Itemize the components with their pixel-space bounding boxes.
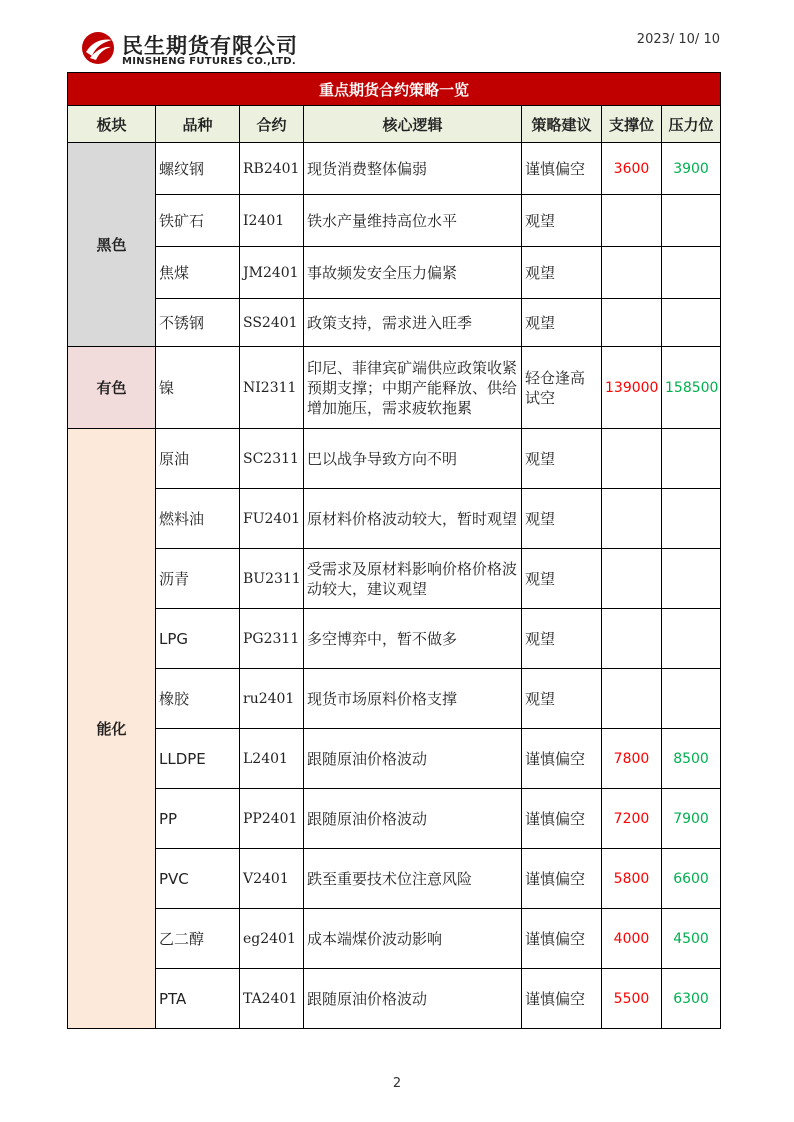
support-cell: 5800 [602, 849, 662, 909]
product-cell: 镍 [156, 347, 240, 429]
table-row [68, 489, 721, 549]
strategy-cell: 观望 [522, 489, 602, 549]
table-row [68, 143, 721, 195]
strategy-cell: 观望 [522, 247, 602, 299]
product-cell: LLDPE [156, 729, 240, 789]
contract-cell: PP2401 [240, 789, 304, 849]
support-cell [602, 549, 662, 609]
strategy-table [67, 72, 721, 1029]
logic-cell: 跟随原油价格波动 [304, 789, 522, 849]
brand-name-en: MINSHENG FUTURES CO.,LTD. [122, 56, 296, 67]
contract-cell: ru2401 [240, 669, 304, 729]
strategy-cell: 谨慎偏空 [522, 729, 602, 789]
support-cell: 4000 [602, 909, 662, 969]
strategy-cell: 轻仓逢高试空 [522, 347, 602, 429]
table-row [68, 195, 721, 247]
strategy-cell: 观望 [522, 609, 602, 669]
column-header: 支撑位 [602, 106, 662, 143]
support-cell [602, 669, 662, 729]
category-cell-energy: 能化 [68, 429, 156, 1029]
column-header: 品种 [156, 106, 240, 143]
contract-cell: SC2311 [240, 429, 304, 489]
contract-cell: L2401 [240, 729, 304, 789]
logic-cell: 成本端煤价波动影响 [304, 909, 522, 969]
column-header: 核心逻辑 [304, 106, 522, 143]
logic-cell: 现货市场原料价格支撑 [304, 669, 522, 729]
logic-cell: 铁水产量维持高位水平 [304, 195, 522, 247]
page-number: 2 [392, 1076, 402, 1091]
table-header-row [68, 106, 721, 143]
contract-cell: RB2401 [240, 143, 304, 195]
strategy-cell: 观望 [522, 669, 602, 729]
resistance-cell: 4500 [662, 909, 721, 969]
strategy-cell: 谨慎偏空 [522, 969, 602, 1029]
table-row [68, 247, 721, 299]
product-cell: 燃料油 [156, 489, 240, 549]
support-cell: 139000 [602, 347, 662, 429]
column-header: 板块 [68, 106, 156, 143]
support-cell [602, 195, 662, 247]
table-row [68, 347, 721, 429]
strategy-cell: 谨慎偏空 [522, 909, 602, 969]
product-cell: PTA [156, 969, 240, 1029]
contract-cell: eg2401 [240, 909, 304, 969]
product-cell: 沥青 [156, 549, 240, 609]
resistance-cell: 7900 [662, 789, 721, 849]
table-row [68, 849, 721, 909]
product-cell: 橡胶 [156, 669, 240, 729]
support-cell [602, 429, 662, 489]
table-title: 重点期货合约策略一览 [68, 73, 721, 106]
strategy-cell: 谨慎偏空 [522, 789, 602, 849]
contract-cell: PG2311 [240, 609, 304, 669]
table-row [68, 789, 721, 849]
strategy-cell: 观望 [522, 429, 602, 489]
resistance-cell: 6600 [662, 849, 721, 909]
contract-cell: TA2401 [240, 969, 304, 1029]
table-row [68, 729, 721, 789]
table-row [68, 429, 721, 489]
resistance-cell [662, 429, 721, 489]
logic-cell: 现货消费整体偏弱 [304, 143, 522, 195]
table-row [68, 669, 721, 729]
logic-cell: 受需求及原材料影响价格价格波动较大，建议观望 [304, 549, 522, 609]
contract-cell: SS2401 [240, 299, 304, 347]
logic-cell: 政策支持，需求进入旺季 [304, 299, 522, 347]
resistance-cell [662, 669, 721, 729]
table-row [68, 549, 721, 609]
support-cell: 7800 [602, 729, 662, 789]
logic-cell: 事故频发安全压力偏紧 [304, 247, 522, 299]
support-cell [602, 609, 662, 669]
resistance-cell [662, 195, 721, 247]
contract-cell: V2401 [240, 849, 304, 909]
logic-cell: 巴以战争导致方向不明 [304, 429, 522, 489]
brand-name-cn: 民生期货有限公司 [122, 34, 298, 58]
product-cell: LPG [156, 609, 240, 669]
strategy-cell: 观望 [522, 549, 602, 609]
logic-cell: 印尼、菲律宾矿端供应政策收紧预期支撑；中期产能释放、供给增加施压，需求疲软拖累 [304, 347, 522, 429]
logic-cell: 跟随原油价格波动 [304, 729, 522, 789]
minsheng-logo-icon [80, 30, 116, 66]
product-cell: 螺纹钢 [156, 143, 240, 195]
product-cell: 原油 [156, 429, 240, 489]
resistance-cell [662, 549, 721, 609]
table-row [68, 909, 721, 969]
support-cell: 5500 [602, 969, 662, 1029]
resistance-cell [662, 247, 721, 299]
contract-cell: BU2311 [240, 549, 304, 609]
contract-cell: FU2401 [240, 489, 304, 549]
logic-cell: 多空博弈中，暂不做多 [304, 609, 522, 669]
strategy-cell: 谨慎偏空 [522, 849, 602, 909]
strategy-cell: 观望 [522, 195, 602, 247]
resistance-cell [662, 299, 721, 347]
product-cell: PVC [156, 849, 240, 909]
product-cell: 铁矿石 [156, 195, 240, 247]
product-cell: 不锈钢 [156, 299, 240, 347]
logic-cell: 原材料价格波动较大，暂时观望 [304, 489, 522, 549]
report-date: 2023/ 10/ 10 [636, 32, 720, 47]
table-row [68, 969, 721, 1029]
product-cell: 乙二醇 [156, 909, 240, 969]
column-header: 合约 [240, 106, 304, 143]
resistance-cell: 3900 [662, 143, 721, 195]
logic-cell: 跟随原油价格波动 [304, 969, 522, 1029]
contract-cell: I2401 [240, 195, 304, 247]
strategy-cell: 观望 [522, 299, 602, 347]
resistance-cell [662, 489, 721, 549]
logic-cell: 跌至重要技术位注意风险 [304, 849, 522, 909]
support-cell [602, 489, 662, 549]
support-cell [602, 247, 662, 299]
support-cell [602, 299, 662, 347]
strategy-cell: 谨慎偏空 [522, 143, 602, 195]
product-cell: PP [156, 789, 240, 849]
category-cell-black: 黑色 [68, 143, 156, 347]
category-cell-nonferrous: 有色 [68, 347, 156, 429]
product-cell: 焦煤 [156, 247, 240, 299]
resistance-cell [662, 609, 721, 669]
table-row [68, 299, 721, 347]
support-cell: 7200 [602, 789, 662, 849]
column-header: 压力位 [662, 106, 721, 143]
contract-cell: NI2311 [240, 347, 304, 429]
resistance-cell: 6300 [662, 969, 721, 1029]
resistance-cell: 8500 [662, 729, 721, 789]
support-cell: 3600 [602, 143, 662, 195]
column-header: 策略建议 [522, 106, 602, 143]
resistance-cell: 158500 [662, 347, 721, 429]
page-header [80, 28, 720, 72]
table-row [68, 609, 721, 669]
contract-cell: JM2401 [240, 247, 304, 299]
